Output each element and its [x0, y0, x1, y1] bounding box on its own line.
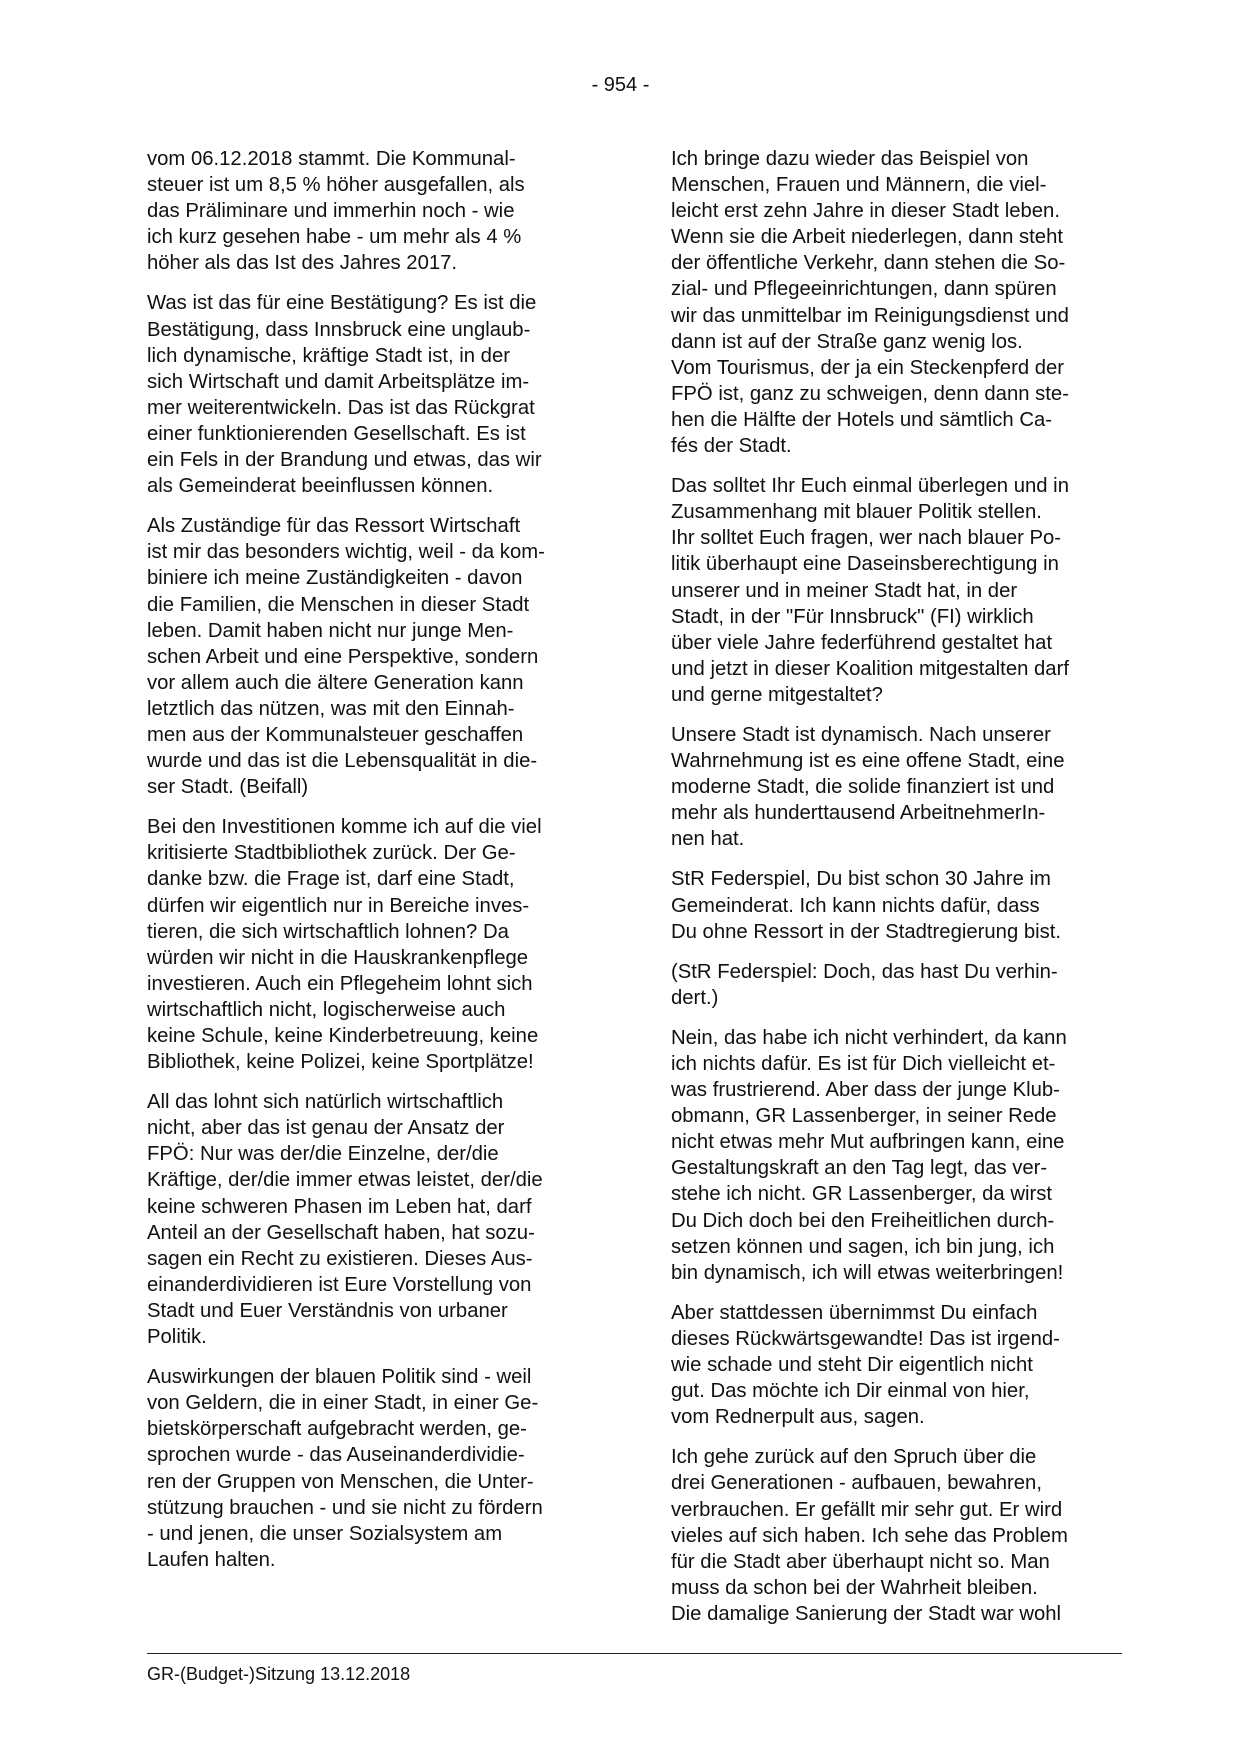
right-column: [671, 146, 1131, 1641]
paragraph: vom 06.12.2018 stammt. Die Kommunal- steuer ist um 8,5 % höher ausgefallen, als das Präliminare und immerhin noch - wie ich kurz gesehen habe - um mehr als 4 % höher als das Ist des Jahres 2017.: [147, 148, 525, 275]
paragraph: Bei den Investitionen komme ich auf die viel kritisierte Stadtbibliothek zurück. Der Ge- danke bzw. die Frage ist, darf eine Stadt, dürfen wir eigentlich nur in Bereiche inves- tieren, die sich wirtschaftlich lohnen? Da würden wir nicht in die Hauskrankenpflege investieren. Auch ein Pflegeheim lohnt sich wirtschaftlich nicht, logischerweise auch keine Schule, keine Kinderbetreuung, keine Bibliothek, keine Polizei, keine Sportplätze!: [147, 816, 542, 1074]
paragraph: Auswirkungen der blauen Politik sind - weil von Geldern, die in einer Stadt, in einer Ge- bietskörperschaft aufgebracht werden, ge- sprochen wurde - das Auseinanderdividie- ren der Gruppen von Menschen, die Unter- stützung brauchen - und sie nicht zu fördern - und jenen, die unser Sozialsystem am Laufen halten.: [147, 1366, 543, 1571]
footer-divider: [147, 1653, 1122, 1654]
paragraph: Das solltet Ihr Euch einmal überlegen und in Zusammenhang mit blauer Politik stellen. Ihr solltet Euch fragen, wer nach blauer Po- litik überhaupt eine Daseinsberechtigung in unserer und in meiner Stadt hat, in der Stadt, in der "Für Innsbruck" (FI) wirklich über viele Jahre federführend gestaltet hat und jetzt in dieser Koalition mitgestalten darf und gerne mitgestaltet?: [671, 475, 1069, 706]
paragraph: Nein, das habe ich nicht verhindert, da kann ich nichts dafür. Es ist für Dich vielleicht et- was frustrierend. Aber dass der junge Klub- obmann, GR Lassenberger, in seiner Rede nicht etwas mehr Mut aufbringen kann, eine Gestaltungskraft an den Tag legt, das ver- stehe ich nicht. GR Lassenberger, da wirst Du Dich doch bei den Freiheitlichen durch- setzen können und sagen, ich bin jung, ich bin dynamisch, ich will etwas weiterbringen!: [671, 1026, 1067, 1284]
paragraph: Unsere Stadt ist dynamisch. Nach unserer Wahrnehmung ist es eine offene Stadt, eine moderne Stadt, die solide finanziert ist und mehr als hunderttausend ArbeitnehmerIn- nen hat.: [671, 723, 1065, 851]
paragraph: Aber stattdessen übernimmst Du einfach dieses Rückwärtsgewandte! Das ist irgend- wie schade und steht Dir eigentlich nicht gut. Das möchte ich Dir einmal von hier, vom Rednerpult aus, sagen.: [671, 1301, 1060, 1429]
paragraph: Was ist das für eine Bestätigung? Es ist die Bestätigung, dass Innsbruck eine unglaub- lich dynamische, kräftige Stadt ist, in der sich Wirtschaft und damit Arbeitsplätze im- mer weiterentwickeln. Das ist das Rückgrat einer funktionierenden Gesellschaft. Es ist ein Fels in der Brandung und etwas, das wir als Gemeinderat beeinflussen können.: [147, 292, 542, 498]
paragraph: Ich bringe dazu wieder das Beispiel von Menschen, Frauen und Männern, die viel- leicht erst zehn Jahre in dieser Stadt leben. Wenn sie die Arbeit niederlegen, dann steht der öffentliche Verkehr, dann stehen die So- zial- und Pflegeeinrichtungen, dann spüren wir das unmittelbar im Reinigungsdienst und dann ist auf der Straße ganz wenig los. Vom Tourismus, der ja ein Steckenpferd der FPÖ ist, ganz zu schweigen, denn dann ste- hen die Hälfte der Hotels und sämtlich Ca- fés der Stadt.: [671, 148, 1069, 458]
interjection: (StR Federspiel: Doch, das hast Du verhin- dert.): [671, 960, 1058, 1009]
page-number: - 954 -: [591, 74, 650, 96]
paragraph: All das lohnt sich natürlich wirtschaftlich nicht, aber das ist genau der Ansatz der FPÖ: Nur was der/die Einzelne, der/die Kräftige, der/die immer etwas leistet, der/die keine schweren Phasen im Leben hat, darf Anteil an der Gesellschaft haben, hat sozu- sagen ein Recht zu existieren. Dieses Aus- einanderdividieren ist Eure Vorstellung von Stadt und Euer Verständnis von urbaner Politik.: [147, 1091, 543, 1349]
paragraph: Ich gehe zurück auf den Spruch über die drei Generationen - aufbauen, bewahren, verbrauchen. Er gefällt mir sehr gut. Er wird vieles auf sich haben. Ich sehe das Problem für die Stadt aber überhaupt nicht so. Man muss da schon bei der Wahrheit bleiben. Die damalige Sanierung der Stadt war wohl: [671, 1446, 1068, 1625]
left-column: [147, 146, 602, 1587]
paragraph: Als Zuständige für das Ressort Wirtschaft ist mir das besonders wichtig, weil - da kom- biniere ich meine Zuständigkeiten - davon die Familien, die Menschen in dieser Stadt leben. Damit haben nicht nur junge Men- schen Arbeit und eine Perspektive, sondern vor allem auch die ältere Generation kann letztlich das nützen, was mit den Einnah- men aus der Kommunalsteuer geschaffen wurde und das ist die Lebensqualität in die- ser Stadt. (Beifall): [147, 515, 545, 799]
footer-text: GR-(Budget-)Sitzung 13.12.2018: [147, 1664, 411, 1684]
paragraph: StR Federspiel, Du bist schon 30 Jahre im Gemeinderat. Ich kann nichts dafür, dass Du ohne Ressort in der Stadtregierung bist.: [671, 868, 1062, 943]
